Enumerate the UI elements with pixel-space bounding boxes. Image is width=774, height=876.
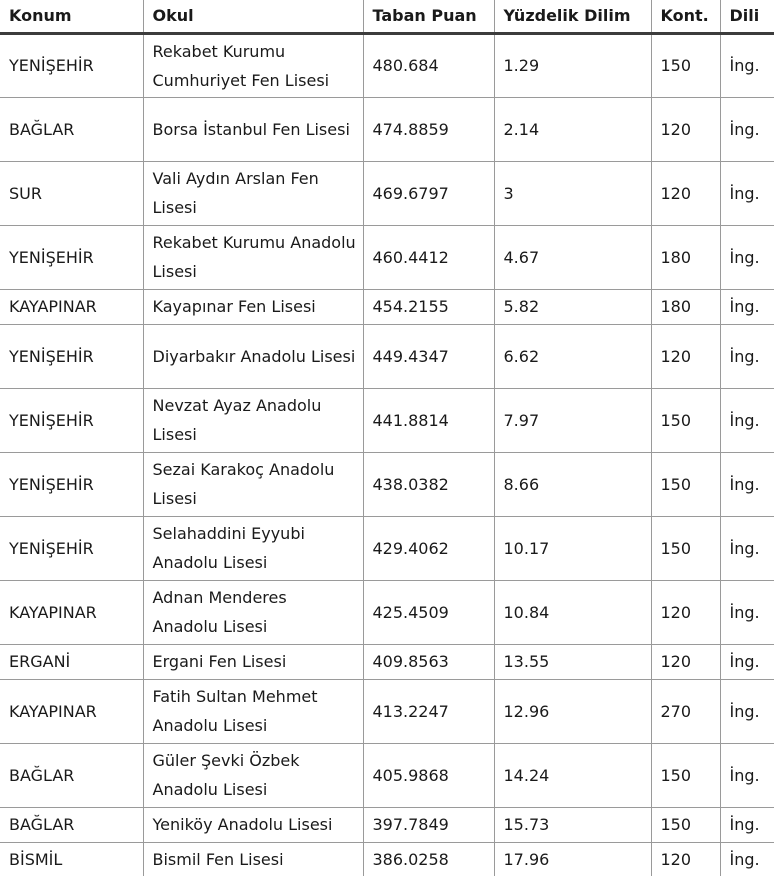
cell-dili: İng. [720, 289, 774, 324]
cell-taban-puan: 454.2155 [363, 289, 494, 324]
cell-taban-puan: 438.0382 [363, 452, 494, 516]
table-row [0, 842, 774, 876]
table-row [0, 161, 774, 225]
cell-okul: Nevzat Ayaz Anadolu Lisesi [143, 388, 363, 452]
cell-dili: İng. [720, 225, 774, 289]
cell-taban-puan: 429.4062 [363, 516, 494, 580]
cell-yuzdelik-dilim: 12.96 [494, 679, 651, 743]
cell-kont: 150 [651, 388, 720, 452]
table-row [0, 388, 774, 452]
cell-konum: KAYAPINAR [0, 580, 143, 644]
cell-kont: 120 [651, 644, 720, 679]
table-row [0, 644, 774, 679]
header-row [0, 0, 774, 33]
cell-taban-puan: 405.9868 [363, 743, 494, 807]
cell-dili: İng. [720, 743, 774, 807]
cell-yuzdelik-dilim: 15.73 [494, 807, 651, 842]
table-row [0, 225, 774, 289]
cell-yuzdelik-dilim: 1.29 [494, 33, 651, 97]
cell-okul: Kayapınar Fen Lisesi [143, 289, 363, 324]
cell-okul: Selahaddini Eyyubi Anadolu Lisesi [143, 516, 363, 580]
cell-kont: 120 [651, 97, 720, 161]
cell-konum: YENİŞEHİR [0, 324, 143, 388]
cell-okul: Borsa İstanbul Fen Lisesi [143, 97, 363, 161]
cell-kont: 270 [651, 679, 720, 743]
cell-okul: Rekabet Kurumu Anadolu Lisesi [143, 225, 363, 289]
header-dili: Dili [720, 0, 774, 33]
cell-okul: Bismil Fen Lisesi [143, 842, 363, 876]
cell-taban-puan: 425.4509 [363, 580, 494, 644]
cell-okul: Sezai Karakoç Anadolu Lisesi [143, 452, 363, 516]
table-row [0, 33, 774, 97]
cell-taban-puan: 480.684 [363, 33, 494, 97]
cell-kont: 120 [651, 161, 720, 225]
cell-konum: ERGANİ [0, 644, 143, 679]
cell-dili: İng. [720, 516, 774, 580]
cell-konum: BAĞLAR [0, 807, 143, 842]
cell-kont: 120 [651, 842, 720, 876]
cell-taban-puan: 449.4347 [363, 324, 494, 388]
cell-dili: İng. [720, 161, 774, 225]
cell-konum: YENİŞEHİR [0, 225, 143, 289]
cell-okul: Vali Aydın Arslan Fen Lisesi [143, 161, 363, 225]
cell-okul: Adnan Menderes Anadolu Lisesi [143, 580, 363, 644]
cell-kont: 180 [651, 289, 720, 324]
cell-kont: 150 [651, 516, 720, 580]
cell-yuzdelik-dilim: 4.67 [494, 225, 651, 289]
table-row [0, 516, 774, 580]
cell-taban-puan: 441.8814 [363, 388, 494, 452]
cell-yuzdelik-dilim: 3 [494, 161, 651, 225]
cell-yuzdelik-dilim: 14.24 [494, 743, 651, 807]
cell-dili: İng. [720, 807, 774, 842]
cell-kont: 150 [651, 743, 720, 807]
cell-dili: İng. [720, 679, 774, 743]
table-row [0, 452, 774, 516]
cell-kont: 120 [651, 580, 720, 644]
cell-taban-puan: 409.8563 [363, 644, 494, 679]
cell-konum: KAYAPINAR [0, 289, 143, 324]
cell-taban-puan: 469.6797 [363, 161, 494, 225]
cell-taban-puan: 386.0258 [363, 842, 494, 876]
table-row [0, 289, 774, 324]
cell-kont: 150 [651, 33, 720, 97]
header-taban-puan: Taban Puan [363, 0, 494, 33]
table-header [0, 0, 774, 33]
cell-dili: İng. [720, 580, 774, 644]
cell-okul: Güler Şevki Özbek Anadolu Lisesi [143, 743, 363, 807]
table-body [0, 33, 774, 876]
cell-kont: 150 [651, 807, 720, 842]
cell-konum: YENİŞEHİR [0, 388, 143, 452]
cell-kont: 180 [651, 225, 720, 289]
table-row [0, 97, 774, 161]
cell-yuzdelik-dilim: 2.14 [494, 97, 651, 161]
cell-okul: Diyarbakır Anadolu Lisesi [143, 324, 363, 388]
cell-konum: BAĞLAR [0, 743, 143, 807]
cell-konum: YENİŞEHİR [0, 452, 143, 516]
cell-dili: İng. [720, 388, 774, 452]
cell-okul: Rekabet Kurumu Cumhuriyet Fen Lisesi [143, 33, 363, 97]
cell-taban-puan: 413.2247 [363, 679, 494, 743]
header-yuzdelik-dilim: Yüzdelik Dilim [494, 0, 651, 33]
cell-okul: Ergani Fen Lisesi [143, 644, 363, 679]
header-kont: Kont. [651, 0, 720, 33]
cell-taban-puan: 397.7849 [363, 807, 494, 842]
cell-konum: BİSMİL [9, 849, 63, 869]
cell-dili: İng. [720, 644, 774, 679]
cell-yuzdelik-dilim: 7.97 [494, 388, 651, 452]
cell-dili: İng. [720, 842, 774, 876]
cell-kont: 150 [651, 452, 720, 516]
cell-dili: İng. [720, 33, 774, 97]
table-row [0, 679, 774, 743]
header-okul: Okul [143, 0, 363, 33]
header-konum: Konum [0, 0, 143, 33]
table-row [0, 743, 774, 807]
cell-taban-puan: 474.8859 [363, 97, 494, 161]
cell-okul: Fatih Sultan Mehmet Anadolu Lisesi [143, 679, 363, 743]
cell-yuzdelik-dilim: 10.17 [494, 516, 651, 580]
cell-konum: KAYAPINAR [0, 679, 143, 743]
cell-okul: Yeniköy Anadolu Lisesi [143, 807, 363, 842]
cell-dili: İng. [720, 97, 774, 161]
cell-yuzdelik-dilim: 6.62 [494, 324, 651, 388]
table-row [0, 324, 774, 388]
cell-konum: SUR [0, 161, 143, 225]
cell-yuzdelik-dilim: 10.84 [494, 580, 651, 644]
table-row [0, 807, 774, 842]
cell-yuzdelik-dilim: 13.55 [494, 644, 651, 679]
cell-taban-puan: 460.4412 [363, 225, 494, 289]
cell-kont: 120 [651, 324, 720, 388]
cell-konum: YENİŞEHİR [0, 33, 143, 97]
cell-yuzdelik-dilim: 8.66 [494, 452, 651, 516]
cell-dili: İng. [720, 452, 774, 516]
cell-konum: YENİŞEHİR [0, 516, 143, 580]
table-row [0, 580, 774, 644]
cell-konum: BAĞLAR [0, 97, 143, 161]
cell-yuzdelik-dilim: 5.82 [494, 289, 651, 324]
cell-dili: İng. [720, 324, 774, 388]
cell-yuzdelik-dilim: 17.96 [494, 842, 651, 876]
